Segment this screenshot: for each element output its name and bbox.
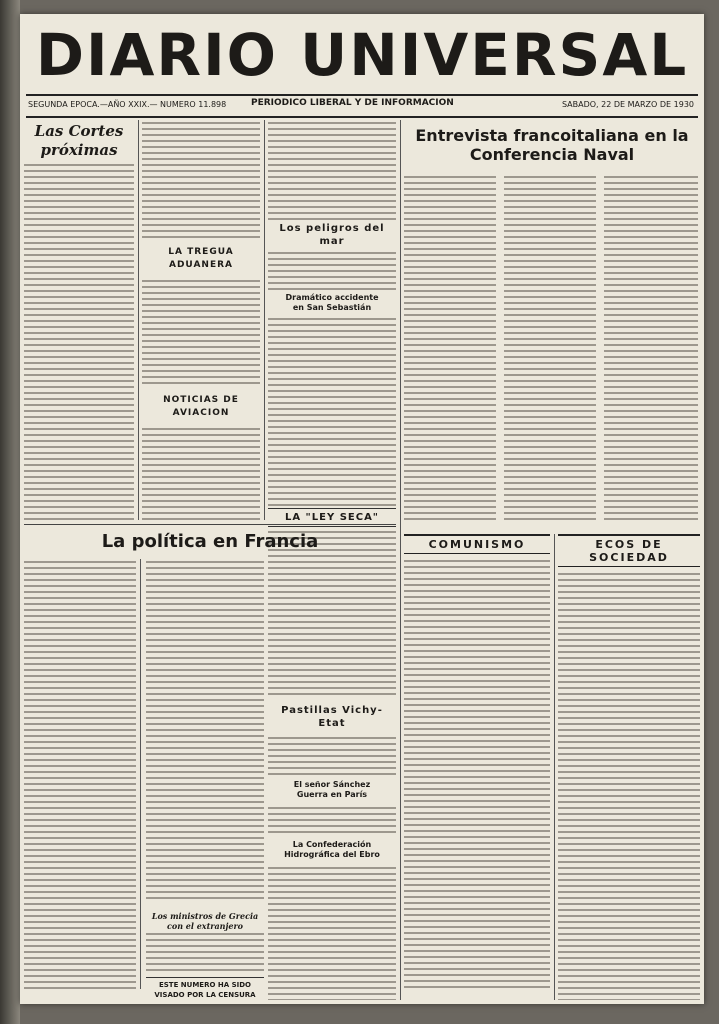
body-text	[404, 558, 550, 988]
body-text	[24, 162, 134, 520]
column-divider	[138, 120, 139, 520]
book-spine	[0, 0, 20, 1024]
body-text	[146, 559, 264, 899]
body-text	[268, 316, 396, 506]
column-divider	[400, 120, 401, 1000]
headline-leyseca: LA "LEY SECA"	[268, 508, 396, 527]
column-divider	[140, 559, 141, 989]
body-text	[558, 571, 700, 1000]
politica-body	[24, 559, 396, 998]
article-politica	[24, 528, 396, 998]
body-text	[268, 120, 396, 220]
body-text	[504, 174, 596, 524]
headline-entrevista: Entrevista francoitaliana en la Conferencia Naval	[415, 126, 689, 164]
headline-pastillas: Pastillas Vichy-Etat	[281, 705, 383, 729]
column-cortes	[24, 120, 134, 520]
masthead-subline	[26, 98, 698, 114]
subline-rule	[26, 116, 698, 118]
column-divider	[264, 120, 265, 520]
section-rule	[24, 524, 396, 525]
headline-cortes: Las Cortes próximas	[34, 122, 124, 159]
masthead-title: DIARIO UNIVERSAL	[35, 21, 689, 89]
body-text	[268, 250, 396, 290]
entrevista-body	[404, 170, 700, 530]
censura-note: ESTE NUMERO HA SIDO VISADO POR LA CENSURA	[146, 977, 264, 998]
body-text	[146, 931, 264, 971]
body-text	[404, 174, 496, 524]
edition-info: SEGUNDA EPOCA.—AÑO XXIX.— NUMERO 11.898	[28, 100, 227, 109]
tagline: PERIODICO LIBERAL Y DE INFORMACION	[251, 98, 454, 108]
column-tregua	[142, 120, 260, 520]
headline-sanchez: El señor Sánchez Guerra en París	[293, 780, 371, 799]
body-text	[142, 278, 260, 388]
article-entrevista	[404, 120, 700, 530]
newspaper-page	[20, 14, 704, 1004]
issue-date: SABADO, 22 DE MARZO DE 1930	[561, 100, 694, 109]
column-divider	[554, 534, 555, 1000]
body-text	[142, 426, 260, 520]
headline-ecos: ECOS DE SOCIEDAD	[558, 534, 700, 567]
body-text	[604, 174, 698, 524]
article-ecos	[558, 534, 700, 1000]
body-text	[24, 559, 136, 989]
article-comunismo	[404, 534, 550, 1000]
headline-tregua: LA TREGUA ADUANERA	[168, 247, 234, 270]
headline-peligros: Los peligros del mar	[279, 223, 385, 247]
headline-aviacion: NOTICIAS DE AVIACION	[163, 395, 239, 418]
headline-ministros: Los ministros de Grecia con el extranjero	[151, 911, 259, 931]
headline-comunismo: COMUNISMO	[404, 534, 550, 554]
headline-confederacion: La Confederación Hidrográfica del Ebro	[284, 840, 380, 859]
headline-politica: La política en Francia	[101, 531, 319, 552]
masthead-rule	[26, 94, 698, 96]
headline-dramatico: Dramático accidente en San Sebastián	[285, 293, 379, 312]
body-text	[142, 120, 260, 240]
